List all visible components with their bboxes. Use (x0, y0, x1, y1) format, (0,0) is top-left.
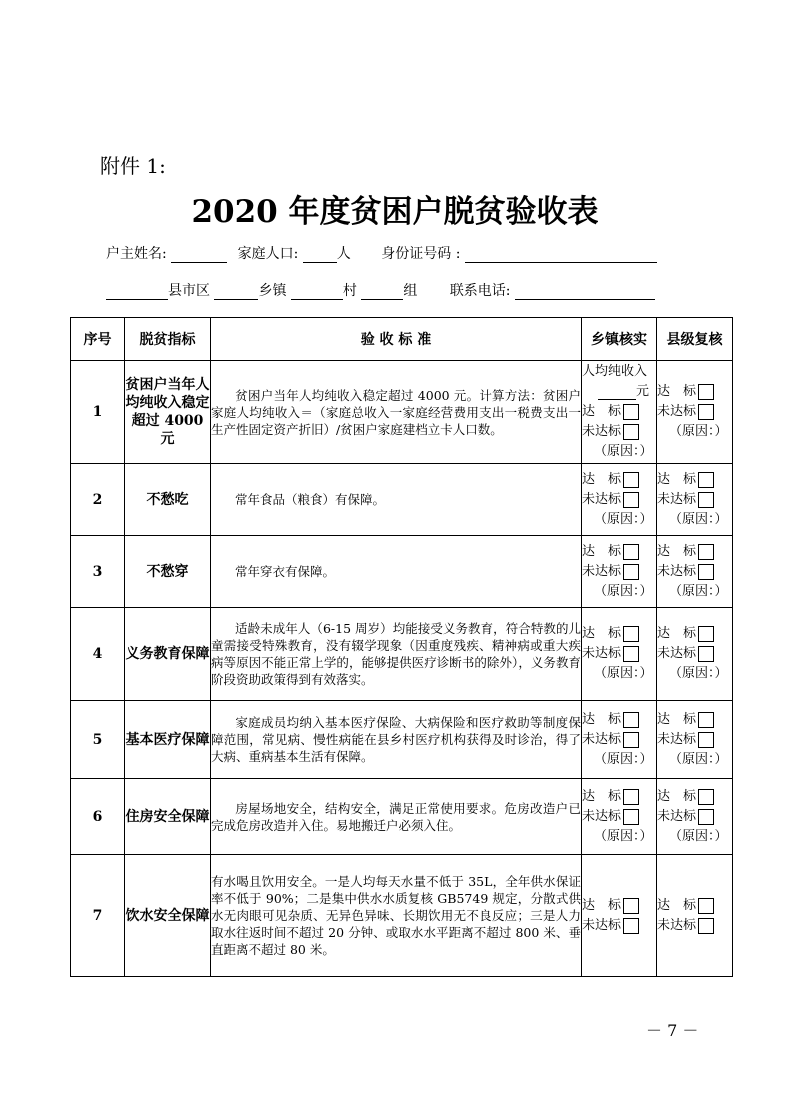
row-standard: 常年食品（粮食）有保障。 (211, 464, 582, 536)
row-indicator: 义务教育保障 (125, 608, 211, 701)
header-standard: 验 收 标 准 (211, 318, 582, 361)
village-label: 村 (342, 283, 357, 299)
not-reach-checkbox[interactable] (623, 646, 639, 662)
page-title: 2020 年度贫困户脱贫验收表 (191, 194, 599, 230)
row-number: 5 (71, 701, 125, 779)
reach-checkbox[interactable] (698, 789, 714, 805)
reason-text: （原因：） (669, 666, 728, 681)
table-row (71, 464, 733, 536)
row-number: 7 (71, 855, 125, 977)
row-number: 1 (71, 361, 125, 464)
county-review-cell: 达 标 未达标 （原因：） (657, 464, 733, 536)
reason-text: （原因：） (594, 444, 653, 459)
row-indicator: 不愁吃 (125, 464, 211, 536)
id-number-label: 身份证号码 : (381, 246, 461, 262)
table-row (71, 608, 733, 701)
reason-text: （原因：） (594, 751, 653, 767)
reason-text: （原因：） (669, 828, 728, 844)
town-field[interactable] (214, 285, 258, 300)
reach-checkbox[interactable] (698, 544, 714, 560)
row-standard: 房屋场地安全，结构安全，满足正常使用要求。危房改造户已完成危房改造并入住。易地搬迁户必须入住。 (211, 779, 582, 855)
row-number: 6 (71, 779, 125, 855)
reason-text: （原因：） (669, 751, 728, 767)
reason-text: （原因：） (669, 583, 728, 599)
not-reach-checkbox[interactable] (623, 492, 639, 508)
county-review-cell: 达 标 未达标 （原因：） (657, 608, 733, 701)
row-number: 2 (71, 464, 125, 536)
page-number: － 7 － (646, 1021, 699, 1040)
not-reach-checkbox[interactable] (623, 732, 639, 748)
family-size-unit: 人 (336, 246, 351, 262)
reach-checkbox[interactable] (623, 712, 639, 728)
village-field[interactable] (291, 285, 343, 300)
table-row (71, 361, 733, 464)
town-check-cell: 人均纯收入 元 达 标 未达标 （原因：） (582, 361, 657, 464)
reach-checkbox[interactable] (698, 472, 714, 488)
row-indicator: 贫困户当年人均纯收入稳定超过 4000 元 (125, 361, 211, 464)
town-check-cell: 达 标 未达标 （原因：） (582, 464, 657, 536)
info-line-2 (106, 280, 655, 300)
income-field[interactable] (598, 385, 636, 400)
id-number-field[interactable] (465, 248, 657, 263)
county-review-cell: 达 标 未达标 （原因：） (657, 536, 733, 608)
town-check-cell: 达 标 未达标 （原因：） (582, 779, 657, 855)
row-indicator: 住房安全保障 (125, 779, 211, 855)
not-reach-checkbox[interactable] (698, 404, 714, 420)
householder-field[interactable] (171, 248, 227, 263)
phone-label: 联系电话: (449, 283, 511, 299)
reason-text: （原因：） (594, 828, 653, 844)
row-standard: 适龄未成年人（6-15 周岁）均能接受义务教育，符合特教的儿童需接受特殊教育，没有辍学现象（因重度残疾、精神病或重大疾病等原因不能正常上学的，能够提供医疗诊断书的除外），义务教育阶段资助政策得到有效落实。 (211, 608, 582, 701)
table-row (71, 536, 733, 608)
county-review-cell: 达 标 未达标 （原因：） (657, 779, 733, 855)
group-field[interactable] (361, 285, 403, 300)
not-reach-checkbox[interactable] (698, 809, 714, 825)
reason-text: （原因：） (594, 511, 653, 527)
reason-text: （原因：） (669, 424, 728, 439)
not-reach-checkbox[interactable] (623, 809, 639, 825)
header-county-review: 县级复核 (657, 318, 733, 361)
row-standard: 家庭成员均纳入基本医疗保险、大病保险和医疗救助等制度保障范围，常见病、慢性病能在县乡村医疗机构获得及时诊治，得了大病、重病基本生活有保障。 (211, 701, 582, 779)
reason-text: （原因：） (669, 511, 728, 527)
reason-text: （原因：） (594, 583, 653, 599)
reach-checkbox[interactable] (623, 898, 639, 914)
town-check-cell: 达 标 未达标 （原因：） (582, 701, 657, 779)
county-label: 县市区 (168, 283, 210, 299)
row-standard: 常年穿衣有保障。 (211, 536, 582, 608)
not-reach-checkbox[interactable] (623, 564, 639, 580)
phone-field[interactable] (515, 285, 655, 300)
row-standard: 贫困户当年人均纯收入稳定超过 4000 元。计算方法：贫困户家庭人均纯收入＝（家庭总收入一家庭经营费用支出一税费支出一生产性固定资产折旧）/贫困户家庭建档立卡人口数。 (211, 361, 582, 464)
acceptance-table (70, 317, 733, 977)
attachment-label: 附件 1: (100, 154, 166, 178)
income-entry: 元 (582, 382, 656, 402)
not-reach-checkbox[interactable] (623, 424, 639, 440)
row-number: 4 (71, 608, 125, 701)
reach-checkbox[interactable] (623, 626, 639, 642)
county-review-cell: 达 标 未达标 （原因：） (657, 701, 733, 779)
family-size-label: 家庭人口: (237, 246, 299, 262)
table-row (71, 779, 733, 855)
reach-checkbox[interactable] (623, 404, 639, 420)
row-indicator: 基本医疗保障 (125, 701, 211, 779)
not-reach-checkbox[interactable] (698, 918, 714, 934)
town-check-cell: 达 标 未达标 （原因：） (582, 536, 657, 608)
reach-checkbox[interactable] (698, 384, 714, 400)
not-reach-checkbox[interactable] (698, 564, 714, 580)
row-number: 3 (71, 536, 125, 608)
group-label: 组 (403, 283, 418, 299)
header-num: 序号 (71, 318, 125, 361)
county-field[interactable] (106, 285, 168, 300)
town-check-cell: 达 标 未达标 （原因：） (582, 608, 657, 701)
reach-checkbox[interactable] (698, 712, 714, 728)
county-review-cell: 达 标 未达标 （原因：） (657, 361, 733, 464)
reach-checkbox[interactable] (698, 898, 714, 914)
family-size-field[interactable] (303, 248, 337, 263)
row-indicator: 不愁穿 (125, 536, 211, 608)
header-indicator: 脱贫指标 (125, 318, 211, 361)
table-header-row (71, 318, 733, 361)
not-reach-checkbox[interactable] (698, 732, 714, 748)
town-check-cell: 达 标 未达标 (582, 855, 657, 977)
reach-checkbox[interactable] (698, 626, 714, 642)
county-review-cell: 达 标 未达标 (657, 855, 733, 977)
not-reach-checkbox[interactable] (698, 646, 714, 662)
not-reach-checkbox[interactable] (623, 918, 639, 934)
not-reach-checkbox[interactable] (698, 492, 714, 508)
table-row (71, 701, 733, 779)
info-line-1 (106, 243, 657, 263)
row-indicator: 饮水安全保障 (125, 855, 211, 977)
income-line: 人均纯收入 (582, 364, 648, 379)
town-label: 乡镇 (258, 283, 287, 299)
table-row (71, 855, 733, 977)
reach-checkbox[interactable] (623, 544, 639, 560)
householder-label: 户主姓名: (106, 246, 167, 262)
reason-text: （原因：） (594, 666, 653, 681)
header-town-check: 乡镇核实 (582, 318, 657, 361)
reach-checkbox[interactable] (623, 789, 639, 805)
row-standard: 有水喝且饮用安全。一是人均每天水量不低于 35L，全年供水保证率不低于 90%；二是集中供水水质复核 GB5749 规定，分散式供水无肉眼可见杂质、无异色异味、长期饮用无不良反应；三是人力取水往返时间不超过 20 分钟、或取水水平距离不超过 800 米、垂直距离不超过 80 米。 (211, 855, 582, 977)
reach-checkbox[interactable] (623, 472, 639, 488)
